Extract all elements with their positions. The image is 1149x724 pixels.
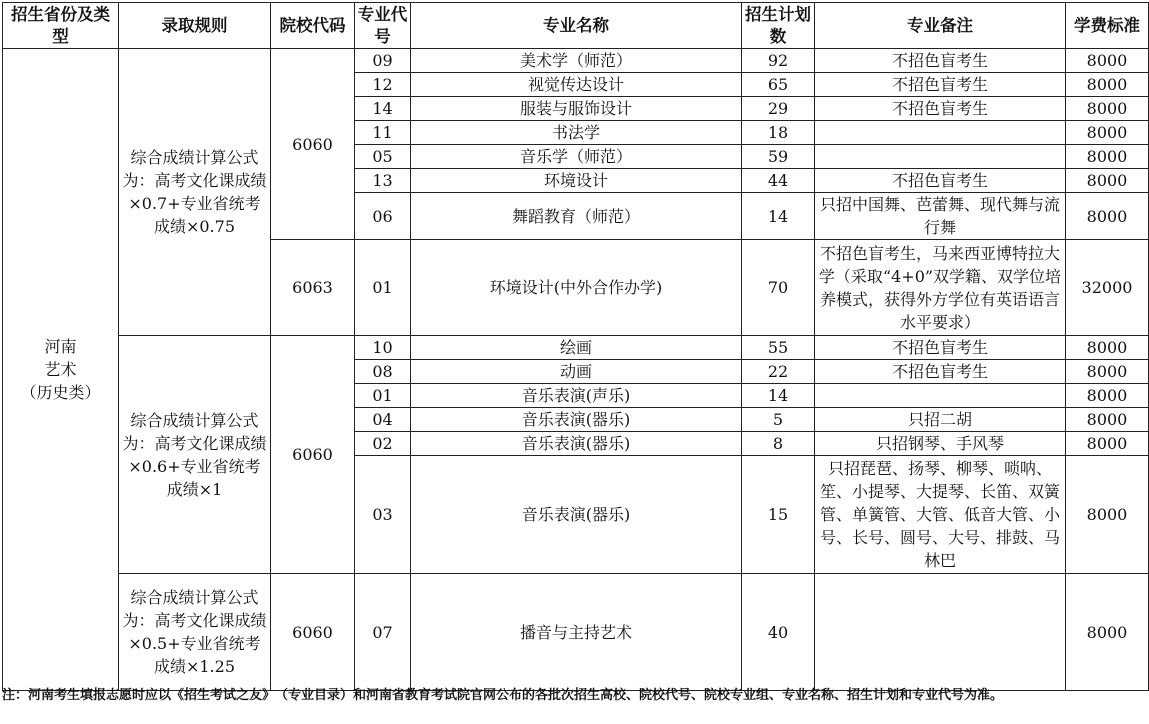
fee-cell: 8000 <box>1066 456 1149 574</box>
plan-cell: 44 <box>742 169 815 193</box>
fee-cell: 8000 <box>1066 193 1149 240</box>
header-fee: 学费标准 <box>1066 3 1149 49</box>
plan-cell: 59 <box>742 145 815 169</box>
plan-cell: 22 <box>742 360 815 384</box>
note-cell: 只招中国舞、芭蕾舞、现代舞与流行舞 <box>815 193 1066 240</box>
plan-cell: 14 <box>742 193 815 240</box>
fee-cell: 8000 <box>1066 121 1149 145</box>
major-name-cell: 美术学（师范） <box>411 49 742 73</box>
header-major-code: 专业代号 <box>355 3 411 49</box>
fee-cell: 8000 <box>1066 169 1149 193</box>
plan-cell: 5 <box>742 408 815 432</box>
fee-cell: 8000 <box>1066 49 1149 73</box>
plan-cell: 14 <box>742 384 815 408</box>
major-name-cell: 音乐表演(器乐) <box>411 432 742 456</box>
note-cell: 不招色盲考生，马来西亚博特拉大学（采取“4+0”双学籍、双学位培养模式，获得外方学位有英语语言水平要求） <box>815 240 1066 336</box>
note-cell: 不招色盲考生 <box>815 49 1066 73</box>
major-name-cell: 音乐表演(声乐) <box>411 384 742 408</box>
plan-cell: 8 <box>742 432 815 456</box>
major-code-cell: 14 <box>355 97 411 121</box>
fee-cell: 8000 <box>1066 97 1149 121</box>
fee-cell: 8000 <box>1066 432 1149 456</box>
header-school-code: 院校代码 <box>271 3 355 49</box>
major-code-cell: 10 <box>355 336 411 360</box>
plan-cell: 40 <box>742 574 815 691</box>
major-code-cell: 01 <box>355 240 411 336</box>
major-name-cell: 视觉传达设计 <box>411 73 742 97</box>
fee-cell: 8000 <box>1066 574 1149 691</box>
major-code-cell: 04 <box>355 408 411 432</box>
plan-cell: 18 <box>742 121 815 145</box>
major-code-cell: 01 <box>355 384 411 408</box>
fee-cell: 8000 <box>1066 336 1149 360</box>
table-row <box>3 49 1149 73</box>
province-cell <box>3 49 119 691</box>
header-province: 招生省份及类型 <box>3 3 119 49</box>
plan-cell: 15 <box>742 456 815 574</box>
plan-cell: 92 <box>742 49 815 73</box>
note-cell: 不招色盲考生 <box>815 336 1066 360</box>
plan-cell: 70 <box>742 240 815 336</box>
major-code-cell: 03 <box>355 456 411 574</box>
major-code-cell: 06 <box>355 193 411 240</box>
note-cell: 不招色盲考生 <box>815 97 1066 121</box>
plan-cell: 29 <box>742 97 815 121</box>
major-code-cell: 02 <box>355 432 411 456</box>
fee-cell: 8000 <box>1066 360 1149 384</box>
note-cell <box>815 121 1066 145</box>
major-code-cell: 13 <box>355 169 411 193</box>
header-note: 专业备注 <box>815 3 1066 49</box>
school-code-cell: 6063 <box>271 240 355 336</box>
major-name-cell: 播音与主持艺术 <box>411 574 742 691</box>
table-row <box>3 336 1149 360</box>
major-name-cell: 书法学 <box>411 121 742 145</box>
table-row <box>3 574 1149 691</box>
fee-cell: 8000 <box>1066 145 1149 169</box>
note-cell <box>815 384 1066 408</box>
plan-cell: 65 <box>742 73 815 97</box>
school-code-cell: 6060 <box>271 574 355 691</box>
rule-cell: 综合成绩计算公式为：高考文化课成绩×0.6+专业省统考成绩×1 <box>119 336 271 574</box>
note-cell: 只招钢琴、手风琴 <box>815 432 1066 456</box>
major-name-cell: 服装与服饰设计 <box>411 97 742 121</box>
plan-cell: 55 <box>742 336 815 360</box>
province-text: 河南 艺术 （历史类） <box>20 337 101 402</box>
school-code-cell: 6060 <box>271 336 355 574</box>
school-code-cell: 6060 <box>271 49 355 240</box>
note-cell: 只招琵琶、扬琴、柳琴、唢呐、笙、小提琴、大提琴、长笛、双簧管、单簧管、大管、低音大管、小号、长号、圆号、大号、排鼓、马林巴 <box>815 456 1066 574</box>
note-cell: 只招二胡 <box>815 408 1066 432</box>
header-major-name: 专业名称 <box>411 3 742 49</box>
note-cell: 不招色盲考生 <box>815 73 1066 97</box>
major-name-cell: 动画 <box>411 360 742 384</box>
rule-cell: 综合成绩计算公式为：高考文化课成绩×0.7+专业省统考成绩×0.75 <box>119 49 271 336</box>
major-code-cell: 11 <box>355 121 411 145</box>
note-cell <box>815 574 1066 691</box>
note-cell: 不招色盲考生 <box>815 169 1066 193</box>
major-name-cell: 音乐学（师范） <box>411 145 742 169</box>
major-code-cell: 05 <box>355 145 411 169</box>
footer-note: 注：河南考生填报志愿时应以《招生考试之友》 （专业目录）和河南省教育考试院官网公布的各批次招生高校、院校代号、院校专业组、专业名称、招生计划和专业代号为准。 <box>2 688 1004 703</box>
header-plan: 招生计划数 <box>742 3 815 49</box>
rule-cell: 综合成绩计算公式为：高考文化课成绩×0.5+专业省统考成绩×1.25 <box>119 574 271 691</box>
note-cell <box>815 145 1066 169</box>
header-rule: 录取规则 <box>119 3 271 49</box>
header-row <box>3 3 1149 49</box>
major-name-cell: 环境设计(中外合作办学) <box>411 240 742 336</box>
fee-cell: 8000 <box>1066 408 1149 432</box>
major-name-cell: 绘画 <box>411 336 742 360</box>
major-code-cell: 07 <box>355 574 411 691</box>
admission-table <box>2 2 1149 691</box>
fee-cell: 32000 <box>1066 240 1149 336</box>
note-cell: 不招色盲考生 <box>815 360 1066 384</box>
major-code-cell: 12 <box>355 73 411 97</box>
major-name-cell: 舞蹈教育（师范） <box>411 193 742 240</box>
major-code-cell: 09 <box>355 49 411 73</box>
major-code-cell: 08 <box>355 360 411 384</box>
major-name-cell: 音乐表演(器乐) <box>411 408 742 432</box>
major-name-cell: 环境设计 <box>411 169 742 193</box>
fee-cell: 8000 <box>1066 73 1149 97</box>
fee-cell: 8000 <box>1066 384 1149 408</box>
major-name-cell: 音乐表演(器乐) <box>411 456 742 574</box>
